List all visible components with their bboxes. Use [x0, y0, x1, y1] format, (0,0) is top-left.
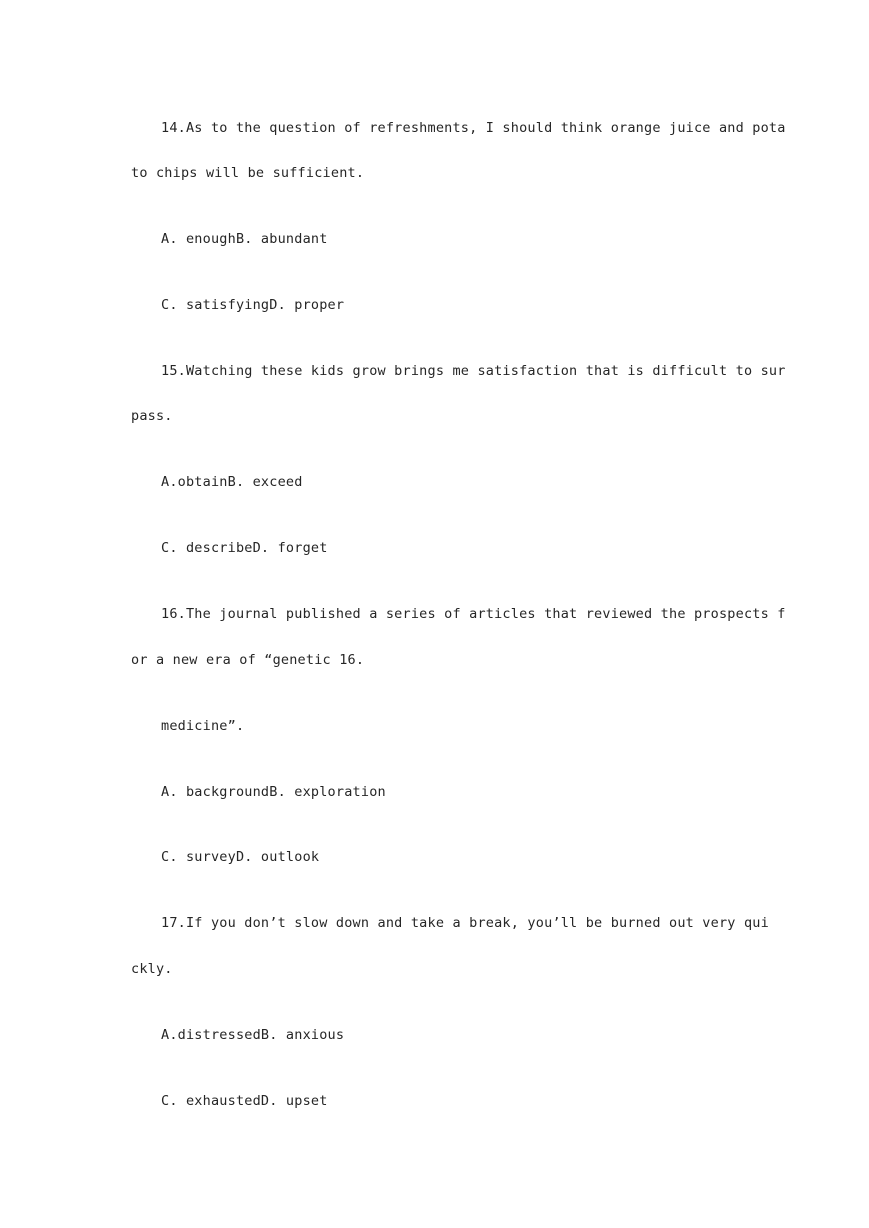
question-16-options-ab: A. backgroundB. exploration [161, 784, 386, 800]
question-17-options-cd: C. exhaustedD. upset [161, 1093, 328, 1109]
question-17-stem: 17.If you don’t slow down and take a break, you’ll be burned out very qui [161, 915, 769, 931]
question-14-options-ab: A. enoughB. abundant [161, 231, 328, 247]
question-15-stem: 15.Watching these kids grow brings me satisfaction that is difficult to sur [161, 363, 786, 379]
question-16-stem: 16.The journal published a series of articles that reviewed the prospects f [161, 606, 786, 622]
question-15-options-cd: C. describeD. forget [161, 540, 328, 556]
question-17-stem-continued: ckly. [131, 961, 173, 977]
question-16-stem-continued: or a new era of “genetic 16. [131, 652, 365, 668]
question-14-options-cd: C. satisfyingD. proper [161, 297, 345, 313]
question-14-stem-continued: to chips will be sufficient. [131, 165, 365, 181]
question-15-options-ab: A.obtainB. exceed [161, 474, 303, 490]
question-17-options-ab: A.distressedB. anxious [161, 1027, 345, 1043]
question-14-stem: 14.As to the question of refreshments, I should think orange juice and pota [161, 120, 786, 136]
question-16-stem-tail: medicine”. [161, 718, 245, 734]
question-16-options-cd: C. surveyD. outlook [161, 849, 320, 865]
question-15-stem-continued: pass. [131, 408, 173, 424]
